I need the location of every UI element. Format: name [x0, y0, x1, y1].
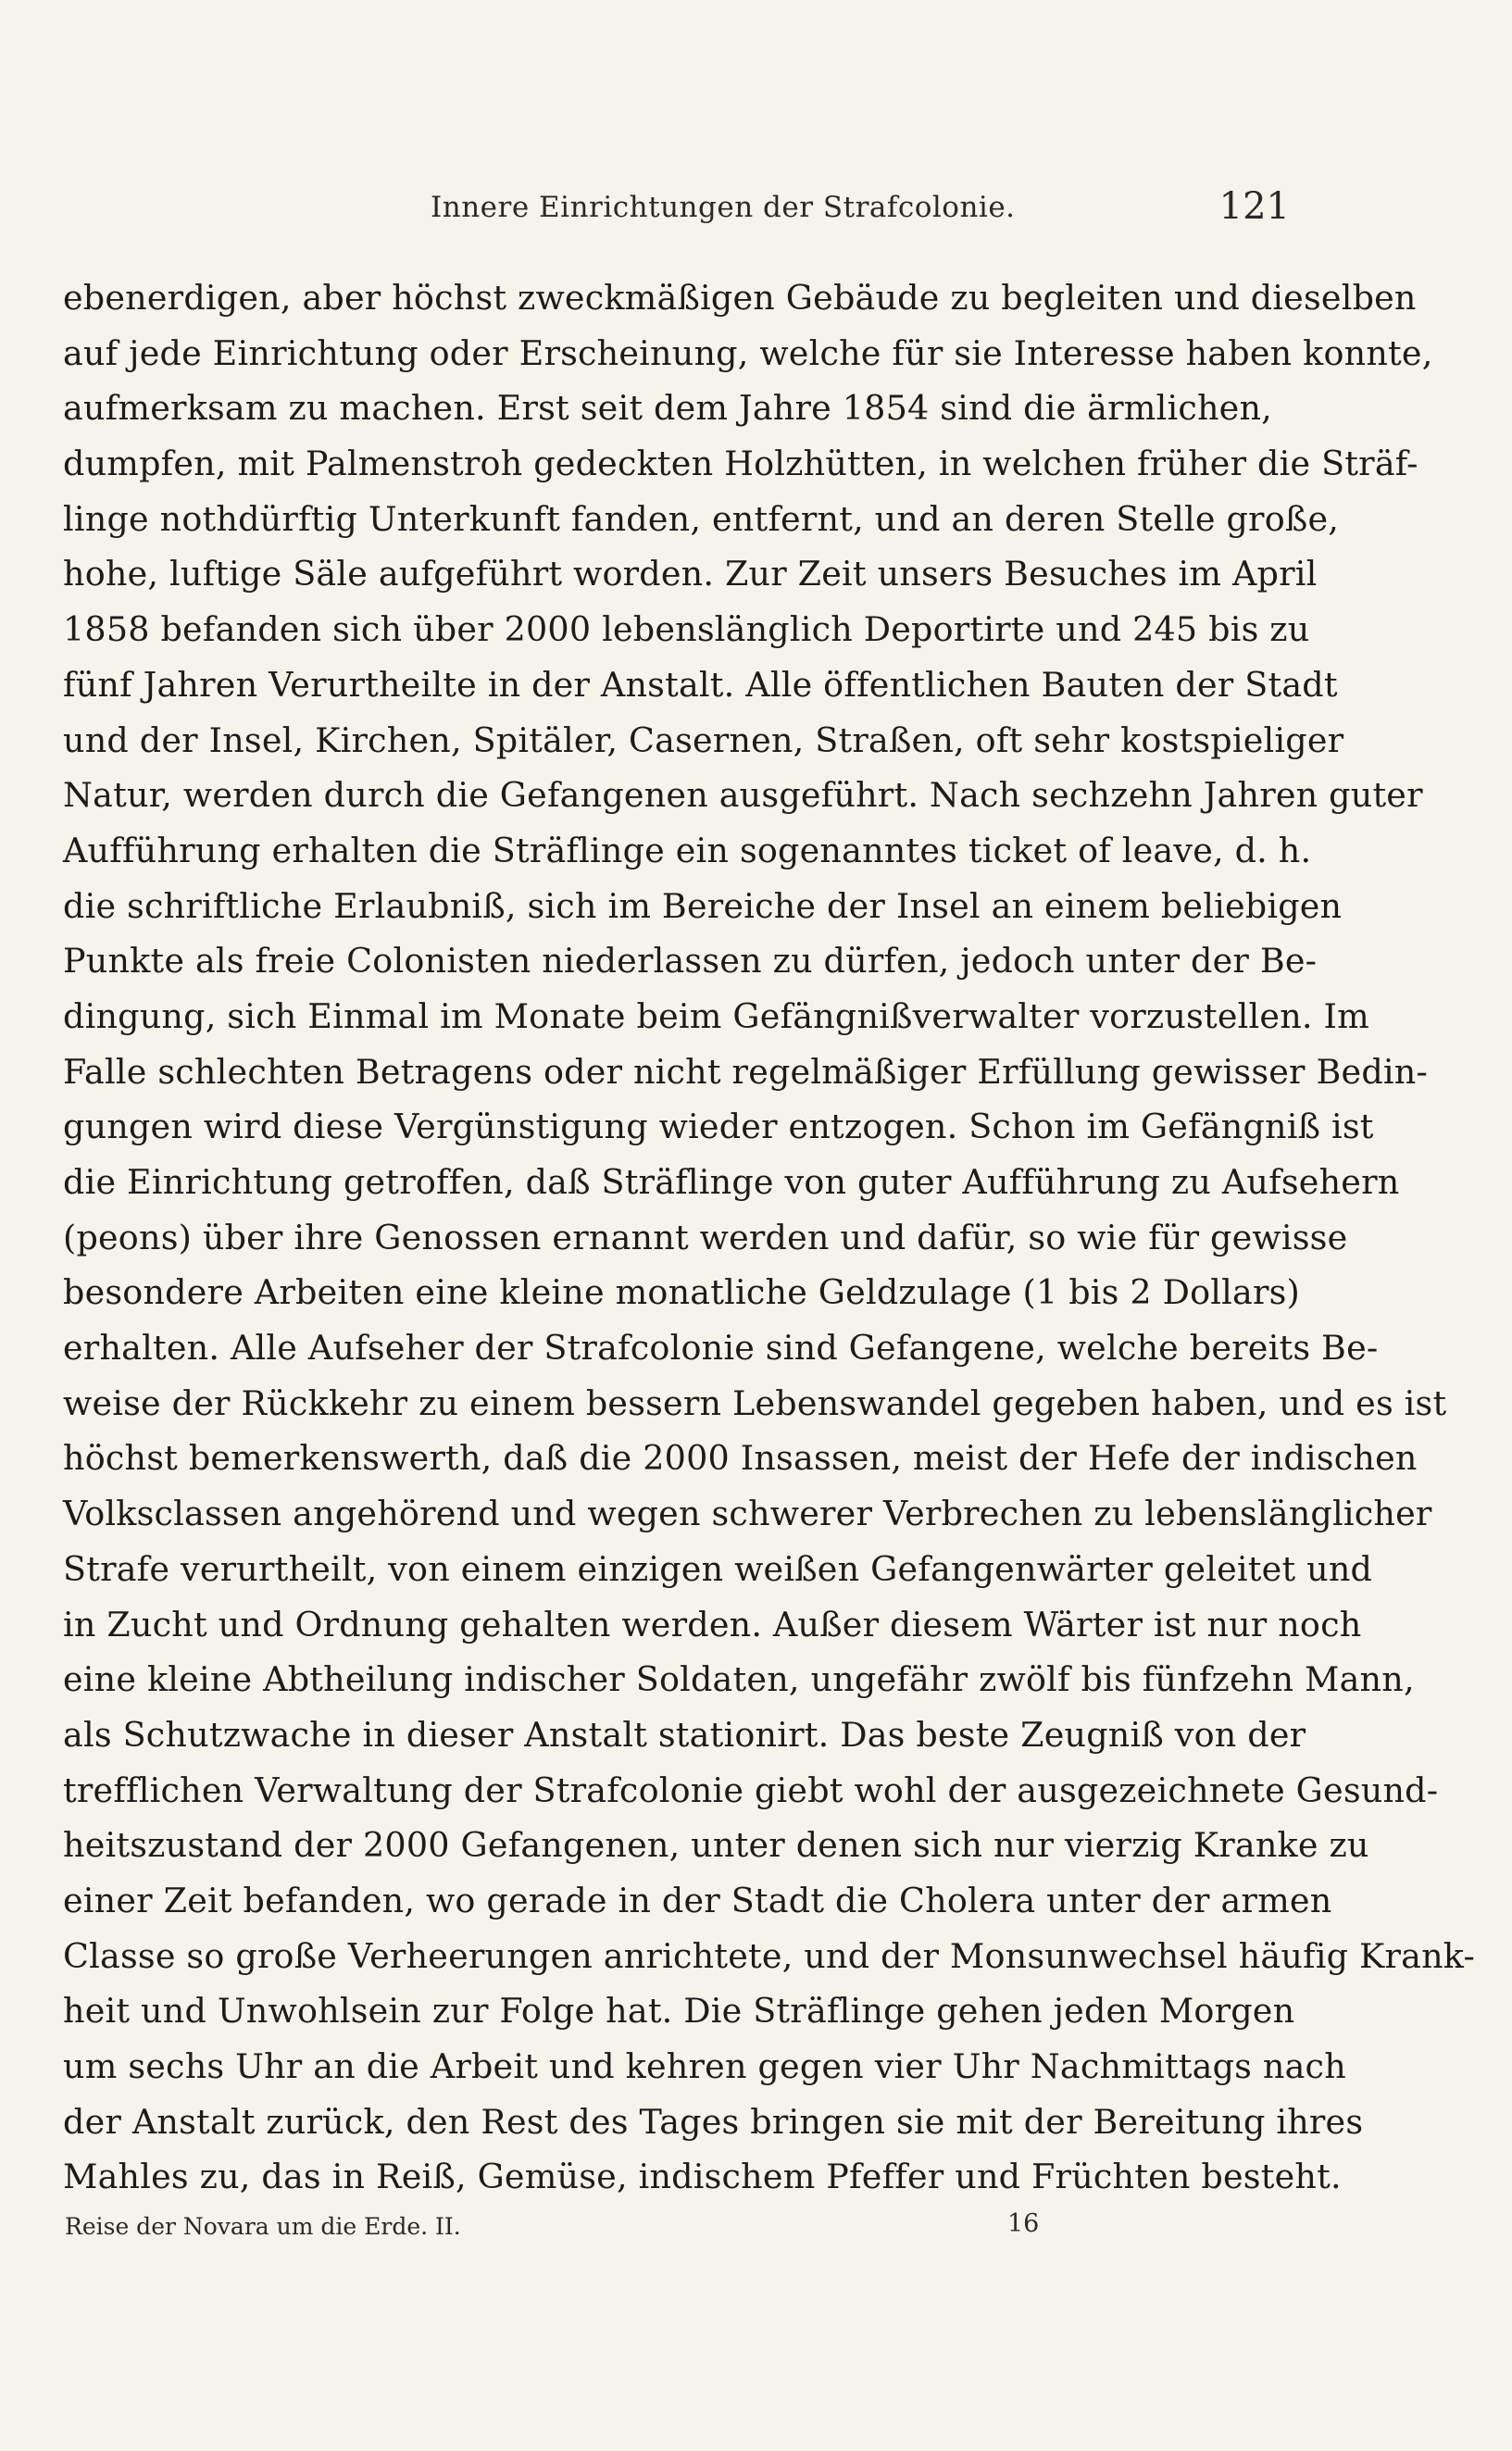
text-line: eine kleine Abtheilung indischer Soldaten, ungefähr zwölf bis fünfzehn Mann, [63, 1659, 1415, 1700]
text-line: ebenerdigen, aber höchst zweckmäßigen Gebäude zu begleiten und dieselben [63, 278, 1417, 318]
text-line: Natur, werden durch die Gefangenen ausgeführt. Nach sechzehn Jahren guter [63, 775, 1423, 816]
text-line: (peons) über ihre Genossen ernannt werden und dafür, so wie für gewisse [63, 1217, 1348, 1257]
text-line: weise der Rückkehr zu einem bessern Lebenswandel gegeben haben, und es ist [63, 1382, 1447, 1423]
text-line: Punkte als freie Colonisten niederlassen zu dürfen, jedoch unter der Be- [63, 941, 1318, 982]
text-line: Classe so große Verheerungen anrichtete, und der Monsunwechsel häufig Krank- [63, 1935, 1476, 1976]
text-line: dumpfen, mit Palmenstroh gedeckten Holzhütten, in welchen früher die Sträf- [63, 444, 1418, 484]
text-line: der Anstalt zurück, den Rest des Tages bringen sie mit der Bereitung ihres [63, 2101, 1364, 2142]
text-line: einer Zeit befanden, wo gerade in der Stadt die Cholera unter der armen [63, 1880, 1332, 1920]
signature-line: Reise der Novara um die Erde. II. [65, 2213, 461, 2240]
text-line: höchst bemerkenswerth, daß die 2000 Insassen, meist der Hefe der indischen [63, 1438, 1418, 1479]
text-line: Strafe verurtheilt, von einem einzigen weißen Gefangenwärter geleitet und [63, 1548, 1373, 1589]
body-text [63, 270, 1476, 2205]
text-line: aufmerksam zu machen. Erst seit dem Jahre 1854 sind die ärmlichen, [63, 388, 1272, 429]
text-line: Aufführung erhalten die Sträflinge ein sogenanntes ticket of leave, d. h. [63, 830, 1312, 870]
text-line: Falle schlechten Betragens oder nicht regelmäßiger Erfüllung gewisser Bedin- [63, 1051, 1429, 1092]
text-line: Volksclassen angehörend und wegen schwerer Verbrechen zu lebenslänglicher [63, 1494, 1432, 1534]
running-title: Innere Einrichtungen der Strafcolonie. [431, 191, 1016, 224]
text-line: gungen wird diese Vergünstigung wieder entzogen. Schon im Gefängniß ist [63, 1107, 1374, 1147]
text-line: heit und Unwohlsein zur Folge hat. Die Sträflinge gehen jeden Morgen [63, 1991, 1295, 2032]
text-line: in Zucht und Ordnung gehalten werden. Außer diesem Wärter ist nur noch [63, 1604, 1362, 1644]
text-line: besondere Arbeiten eine kleine monatliche Geldzulage (1 bis 2 Dollars) [63, 1272, 1300, 1313]
text-line: die Einrichtung getroffen, daß Sträflinge von guter Aufführung zu Aufsehern [63, 1162, 1400, 1202]
text-line: hohe, luftige Säle aufgeführt worden. Zur Zeit unsers Besuches im April [63, 554, 1318, 594]
text-line: die schriftliche Erlaubniß, sich im Bereiche der Insel an einem beliebigen [63, 885, 1343, 926]
text-line: linge nothdürftig Unterkunft fanden, entfernt, und an deren Stelle große, [63, 498, 1340, 539]
text-line: und der Insel, Kirchen, Spitäler, Casernen, Straßen, oft sehr kostspieliger [63, 719, 1344, 760]
text-line: auf jede Einrichtung oder Erscheinung, welche für sie Interesse haben konnte, [63, 332, 1433, 373]
page-number: 121 [1218, 185, 1290, 228]
text-line: dingung, sich Einmal im Monate beim Gefängnißverwalter vorzustellen. Im [63, 995, 1369, 1036]
text-line: fünf Jahren Verurtheilte in der Anstalt. Alle öffentlichen Bauten der Stadt [63, 664, 1338, 705]
text-line: erhalten. Alle Aufseher der Strafcolonie sind Gefangene, welche bereits Be- [63, 1328, 1379, 1369]
text-line: Mahles zu, das in Reiß, Gemüse, indischem Pfeffer und Früchten besteht. [63, 2157, 1342, 2197]
text-line: um sechs Uhr an die Arbeit und kehren gegen vier Uhr Nachmittags nach [63, 2046, 1346, 2086]
text-line: trefflichen Verwaltung der Strafcolonie giebt wohl der ausgezeichnete Gesund- [63, 1769, 1439, 1810]
text-line: als Schutzwache in dieser Anstalt stationirt. Das beste Zeugniß von der [63, 1714, 1306, 1755]
text-line: 1858 befanden sich über 2000 lebenslänglich Deportirte und 245 bis zu [63, 609, 1310, 650]
sheet-number: 16 [1007, 2209, 1040, 2238]
text-line: heitszustand der 2000 Gefangenen, unter denen sich nur vierzig Kranke zu [63, 1825, 1369, 1866]
